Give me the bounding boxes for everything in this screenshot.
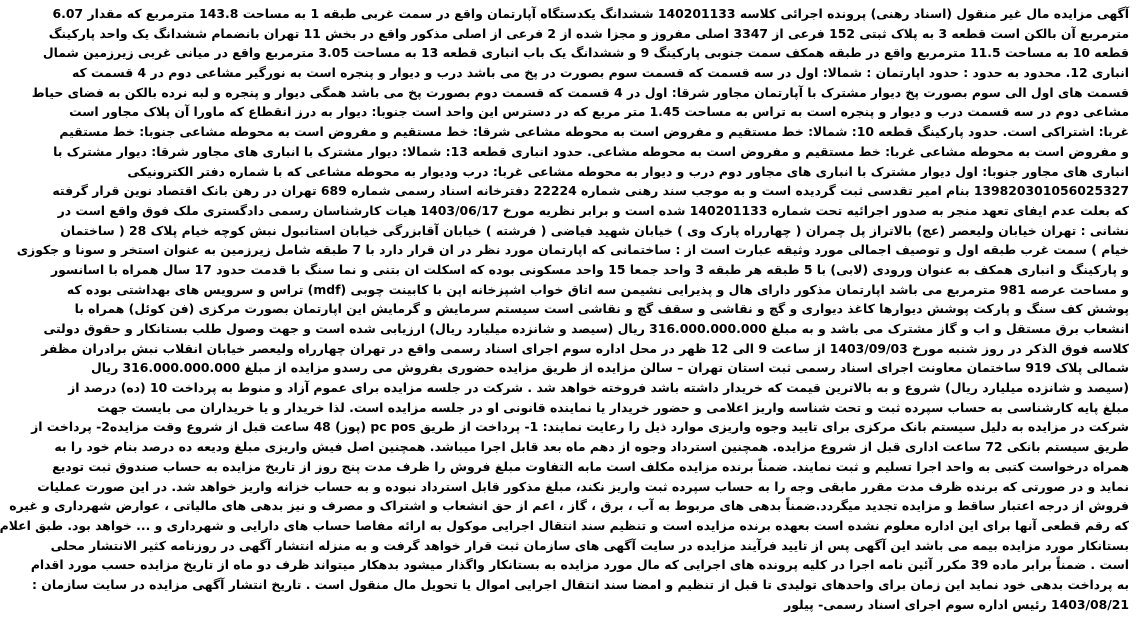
notice-line: غربا: اشتراکی است. حدود پارکینگ قطعه 10: شمالا: خط مستقیم و مفروض است به محوطه مشاعی شرقا: خط مستقیم و مفروض است به محوطه مشاعی جنوبا: خط مستقیم: [59, 124, 1129, 140]
notice-line: نماید و در صورتی که برنده ظرف مدت مقرر مابقی وجه را به حساب سپرده ثبت واریز نکند، مبلغ مذکور قابل استرداد نبوده و به حساب خزانه واریز خواهد شد. در این صورت عملیات: [37, 478, 1129, 494]
notice-line: که رقم قطعی آنها برای این اداره معلوم نشده است بعهده برنده مزایده است و تنظیم سند انتقال اجرایی موکول به ارائه مفاصا حساب های دارایی و شهرداری و ... خواهد بود. طبق اعلام: [0, 517, 1129, 533]
notice-line: مترمربع آن بالکن است قطعه 3 به پلاک ثبتی 152 فرعی از 3347 اصلی مفروز و مجزا شده از 2 فرعی از اصلی مذکور واقع در بخش 11 تهران بانضمام ششدانگ یک واحد پارکینگ: [48, 25, 1129, 41]
notice-line: کلاسه فوق الذکر در روز شنبه مورخ 1403/09/03 از ساعت 9 الی 12 ظهر در محل اداره سوم اجرای اسناد رسمی واقع در تهران چهارراه ولیعصر خیابان انقلاب نبش برادران مظفر: [41, 340, 1129, 356]
notice-line: که بعلت عدم ایفای تعهد منجر به صدور اجرائیه تحت شماره 140201133 شده است و برابر نظریه مورخ 1403/06/17 هیات کارشناسان رسمی دادگستری ملک فوق واقع است در: [57, 202, 1129, 218]
notice-line: 139820301056025327 بنام امیر تقدسی ثبت گردیده است و به موجب سند رهنی شماره 22224 دفترخانه اسناد رسمی شماره 689 تهران در رهن بانک اقتصاد نوین قرار گرفته: [52, 183, 1129, 199]
notice-line: فروش از درجه اعتبار ساقط و مزایده تجدید میگردد.ضمناً بدهی های مربوط به آب ، برق ، گاز ، اعم از حق انشعاب و اشتراک و مصرف و نیز بدهی های مالیاتی ، عوارض شهرداری و غیره: [9, 498, 1129, 514]
notice-line: همراه درخواست کتبی به واحد اجرا تسلیم و ثبت نمایند. ضمناً برنده مزایده مکلف است مابه التفاوت مبلغ فروش را ظرف مدت پنج روز از تاریخ مزایده به حساب صندوق ثبت تودیع: [52, 458, 1129, 474]
notice-line: به پرداخت بدهی خود نماید این زمان برای واحدهای تولیدی تا قبل از تنظیم و امضا سند انتقال اجرایی اموال یا تحویل مال منقول است . تاریخ انتشار آگهی مزایده در سایت سازمان :: [32, 576, 1129, 592]
notice-line: قطعه 10 به مساحت 11.5 مترمربع واقع در طبقه همکف سمت جنوبی پارکینگ 9 و ششدانگ یک باب انباری قطعه 13 به مساحت 3.05 مترمربع واقع در میانی غربی زیرزمین شمال: [42, 45, 1129, 61]
notice-line: مشاعی دوم در سه قسمت درب و دیوار و پنجره است به تراس به مساحت 1.45 متر مربع که در دسترس این واحد است جنوبا: دیوار به درز انقطاع که ماورا آن پلاک مجاور است: [69, 104, 1129, 120]
notice-line: بستانکار مورد مزایده بیمه می باشد این آگهی پس از تایید فرآیند مزایده در سایت آگهی های سازمان ثبت قرار خواهد گرفت و به منزله انتشار آگهی در روزنامه کثیر الانتشار محلی: [50, 537, 1129, 553]
notice-line: طریق سیستم بانکی 72 ساعت اداری قبل از شروع مزایده. همچنین استرداد وجوه از دهم ماه بعد قابل اجرا میباشد. همچنین اصل فیش واریزی مبلغ ودیعه ده درصد بنام خود را به: [54, 439, 1129, 455]
notice-line: آگهی مزایده مال غیر منقول (اسناد رهنی) پرونده اجرائی کلاسه 140201133 ششدانگ یکدستگاه آپارتمان واقع در سمت غربی طبقه 1 به مساحت 143.8 مترمربع که مقدار 6.07: [52, 6, 1129, 21]
notice-signature-line: 1403/08/21 رئیس اداره سوم اجرای اسناد رسمی- پیلور: [784, 596, 1129, 612]
notice-line: انباری های مجاور جنوبا: اول دیوار مشترک با انباری های مجاور دوم درب و دیوار به محوطه مشاعی غربا: درب ودیوار به محوطه مشاعی که با شماره دفتر الکترونیکی: [127, 163, 1129, 179]
notice-line: (سیصد و شانزده میلیارد ریال) شروع و به بالاترین قیمت که خریدار داشته باشد فروخته خواهد شد . شرکت در جلسه مزایده برای عموم آزاد و منوط به پرداخت 10 (ده) درصد از: [68, 380, 1129, 396]
notice-line: انشعاب برق مستقل و اب و گاز مشترک می باشد و به مبلغ 316.000.000.000 ریال (سیصد و شانزده میلیارد ریال) ارزیابی شده است و جهت وصول طلب بستانکار و حقوق دولتی: [43, 321, 1129, 336]
notice-line: شرکت در مزایده به دلیل سیستم بانک مرکزی برای تایید وجوه واریزی موارد ذیل را رعایت نمایند: 1- پرداخت از طریق pc pos (پوز) 48 ساعت قبل از شروع وقت مزایده2- پرداخت از: [31, 419, 1129, 435]
notice-line: و پارکینگ و انباری همکف به عنوان ورودی (لابی) با 5 طبقه هر طبقه 3 واحد جمعا 15 واحد مسکونی بوده که اسکلت ان بتنی و نما سنگ با قدمت حدود 17 سال همراه با اسانسور: [50, 261, 1129, 277]
notice-line: و مفروض است به محوطه مشاعی غربا: خط مستقیم و مفروض است به محوطه مشاعی. حدود انباری قطعه 13: شمالا: دیوار مشترک با انباری های مجاور شرقا: دیوار مشترک با: [53, 143, 1129, 159]
notice-line: خیام ) سمت غرب طبقه اول و توصیف اجمالی مورد وثیقه عبارت است از : ساختمانی که اپارتمان مورد نظر در ان قرار دارد با 7 طبقه شامل زیرزمین به عنوان استخر و سونا و جکوزی: [16, 242, 1129, 258]
notice-line: قسمت های اول الی سوم بصورت پخ دیوار مشترک با آپارتمان مجاور شرقا: اول در 4 قسمت که قسمت دوم بصورت پخ می باشد همگی دیوار و پنجره و لبه نرده بالکن به فضای حیاط: [31, 84, 1129, 100]
notice-line: است . ضمناً برابر ماده 39 مکرر آئین نامه اجرا در کلیه پرونده های اجرایی که مال مورد مزایده به بستانکار واگذار میشود بدهکار میتواند ظرف دو ماه از تاریخ مزایده حسب مورد اقدام: [30, 557, 1129, 573]
auction-notice: [0, 4, 1129, 627]
notice-line: پوشش کف سنگ و پارکت پوشش دیوارها کاغذ دیواری و گچ و نقاشی و سقف گچ و نقاشی است سیستم سرمایش و گرمایش این اپارتمان بصورت مرکزی (فن کوئل) همراه با: [74, 301, 1129, 317]
notice-line: مبلغ پایه کارشناسی به حساب سپرده ثبت و تحت شناسه واریز اعلامی و حضور خریدار یا نماینده قانونی او در جلسه مزایده است. لذا خریدار و یا خریداران می بایست جهت: [96, 399, 1129, 415]
notice-line: نشانی : تهران خیابان ولیعصر (عج) بالاتراز پل چمران ( چهارراه پارک وی ) خیابان شهید فیاضی ( فرشته ) خیابان آقابزرگی خیابان استانبول نبش کوچه خیام پلاک 28 ( ساختمان: [60, 222, 1129, 238]
notice-line: انباری 12. محدود به حدود : حدود اپارتمان : شمالا: اول در سه قسمت که قسمت سوم بصورت در پخ می باشد درب و دیوار و پنجره است به نورگیر مشاعی دوم در 4 قسمت که: [72, 65, 1129, 81]
notice-line: و مساحت عرصه 981 مترمربع می باشد اپارتمان مذکور دارای هال و پذیرایی نشیمن سه اتاق خواب اشپزخانه اپن با کابینت چوبی (mdf) تراس و سرویس های بهداشتی بوده که: [66, 281, 1129, 297]
notice-line: شمالی پلاک 919 ساختمان معاونت اجرای اسناد رسمی ثبت استان تهران – سالن مزایده از طریق مزایده حضوری بفروش می رسدو مزایده از مبلغ 316.000.000.000 ریال: [91, 360, 1129, 376]
